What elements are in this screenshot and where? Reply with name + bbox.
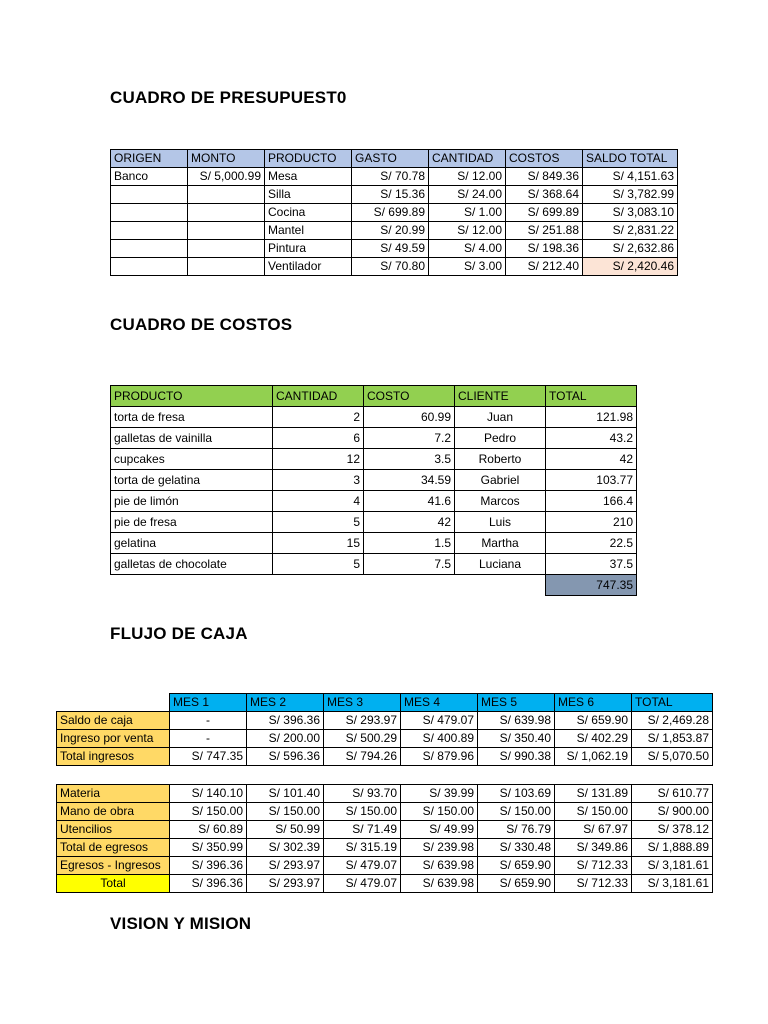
cliente-cell: Martha (455, 533, 546, 554)
presupuesto-title: CUADRO DE PRESUPUEST0 (110, 88, 347, 107)
value-cell: S/ 293.97 (324, 712, 401, 730)
value-cell: S/ 2,469.28 (632, 712, 713, 730)
total-cell: 43.2 (546, 428, 637, 449)
flujo-egresos-table (56, 784, 713, 893)
value-cell: S/ 330.48 (478, 839, 555, 857)
cantidad-cell: S/ 4.00 (429, 240, 506, 258)
total-cell: 103.77 (546, 470, 637, 491)
row-label: Mano de obra (57, 803, 170, 821)
costo-cell: 42 (364, 512, 455, 533)
value-cell: S/ 400.89 (401, 730, 478, 748)
value-cell: S/ 350.99 (170, 839, 247, 857)
flujo-title: FLUJO DE CAJA (110, 624, 248, 643)
table-row (57, 712, 713, 730)
gasto-cell: S/ 15.36 (352, 186, 429, 204)
value-cell: S/ 49.99 (401, 821, 478, 839)
costos-title: CUADRO DE COSTOS (110, 315, 293, 334)
cantidad-cell: S/ 24.00 (429, 186, 506, 204)
table-row (111, 168, 678, 186)
costos-table (110, 385, 637, 596)
header-producto: PRODUCTO (265, 150, 352, 168)
row-label: Materia (57, 785, 170, 803)
value-cell: S/ 794.26 (324, 748, 401, 766)
costos-cell: S/ 368.64 (506, 186, 583, 204)
table-row (111, 428, 637, 449)
row-label: Saldo de caja (57, 712, 170, 730)
value-cell: S/ 879.96 (401, 748, 478, 766)
gasto-cell: S/ 70.80 (352, 258, 429, 276)
value-cell: S/ 712.33 (555, 857, 632, 875)
value-cell: S/ 3,181.61 (632, 857, 713, 875)
value-cell: S/ 150.00 (324, 803, 401, 821)
value-cell: S/ 39.99 (401, 785, 478, 803)
table-row (111, 222, 678, 240)
row-label: Total de egresos (57, 839, 170, 857)
origen-cell (111, 222, 188, 240)
total-cell: 42 (546, 449, 637, 470)
value-cell: S/ 1,888.89 (632, 839, 713, 857)
header-mes-1: MES 1 (170, 694, 247, 712)
header-mes-3: MES 3 (324, 694, 401, 712)
value-cell: S/ 596.36 (247, 748, 324, 766)
header-monto: MONTO (188, 150, 265, 168)
value-cell: S/ 293.97 (247, 857, 324, 875)
monto-cell (188, 240, 265, 258)
header-mes-4: MES 4 (401, 694, 478, 712)
cliente-cell: Pedro (455, 428, 546, 449)
value-cell: S/ 71.49 (324, 821, 401, 839)
value-cell: S/ 659.90 (555, 712, 632, 730)
producto-cell: galletas de chocolate (111, 554, 273, 575)
grand-total-cell: 747.35 (546, 575, 637, 596)
cliente-cell: Luis (455, 512, 546, 533)
cantidad-cell: 5 (273, 512, 364, 533)
costo-cell: 41.6 (364, 491, 455, 512)
header-costo: COSTO (364, 386, 455, 407)
origen-cell (111, 204, 188, 222)
value-cell: S/ 150.00 (401, 803, 478, 821)
table-row (111, 449, 637, 470)
cantidad-cell: 6 (273, 428, 364, 449)
value-cell: S/ 639.98 (401, 857, 478, 875)
value-cell: S/ 93.70 (324, 785, 401, 803)
presupuesto-table (110, 149, 678, 276)
table-row (57, 803, 713, 821)
gasto-cell: S/ 699.89 (352, 204, 429, 222)
producto-cell: cupcakes (111, 449, 273, 470)
costos-cell: S/ 212.40 (506, 258, 583, 276)
cantidad-cell: S/ 1.00 (429, 204, 506, 222)
value-cell: S/ 396.36 (170, 857, 247, 875)
saldo-cell: S/ 3,083.10 (583, 204, 678, 222)
cantidad-cell: S/ 3.00 (429, 258, 506, 276)
costo-cell: 60.99 (364, 407, 455, 428)
table-row (111, 533, 637, 554)
value-cell: - (170, 712, 247, 730)
saldo-cell: S/ 4,151.63 (583, 168, 678, 186)
header-mes-6: MES 6 (555, 694, 632, 712)
value-cell: S/ 378.12 (632, 821, 713, 839)
header-total: TOTAL (546, 386, 637, 407)
total-cell: 121.98 (546, 407, 637, 428)
value-cell: S/ 1,853.87 (632, 730, 713, 748)
costos-cell: S/ 251.88 (506, 222, 583, 240)
flujo-ingresos-table (56, 693, 713, 766)
value-cell: S/ 747.35 (170, 748, 247, 766)
table-row (57, 839, 713, 857)
value-cell: - (170, 730, 247, 748)
table-row (111, 204, 678, 222)
cliente-cell: Roberto (455, 449, 546, 470)
producto-cell: Cocina (265, 204, 352, 222)
table-row (111, 186, 678, 204)
header-cantidad: CANTIDAD (429, 150, 506, 168)
value-cell: S/ 1,062.19 (555, 748, 632, 766)
costo-cell: 7.2 (364, 428, 455, 449)
table-row (57, 875, 713, 893)
header-costos: COSTOS (506, 150, 583, 168)
value-cell: S/ 150.00 (478, 803, 555, 821)
saldo-cell: S/ 3,782.99 (583, 186, 678, 204)
costos-cell: S/ 198.36 (506, 240, 583, 258)
value-cell: S/ 239.98 (401, 839, 478, 857)
origen-cell (111, 240, 188, 258)
costo-cell: 3.5 (364, 449, 455, 470)
value-cell: S/ 479.07 (324, 875, 401, 893)
producto-cell: torta de fresa (111, 407, 273, 428)
producto-cell: Mesa (265, 168, 352, 186)
total-cell: 37.5 (546, 554, 637, 575)
producto-cell: galletas de vainilla (111, 428, 273, 449)
gasto-cell: S/ 49.59 (352, 240, 429, 258)
header-mes-2: MES 2 (247, 694, 324, 712)
value-cell: S/ 315.19 (324, 839, 401, 857)
cantidad-cell: 15 (273, 533, 364, 554)
table-row (57, 730, 713, 748)
producto-cell: gelatina (111, 533, 273, 554)
value-cell: S/ 131.89 (555, 785, 632, 803)
cantidad-cell: 12 (273, 449, 364, 470)
value-cell: S/ 150.00 (555, 803, 632, 821)
costos-header-row (111, 386, 637, 407)
value-cell: S/ 101.40 (247, 785, 324, 803)
value-cell: S/ 349.86 (555, 839, 632, 857)
cantidad-cell: 5 (273, 554, 364, 575)
value-cell: S/ 350.40 (478, 730, 555, 748)
cantidad-cell: 4 (273, 491, 364, 512)
table-row (111, 258, 678, 276)
value-cell: S/ 659.90 (478, 857, 555, 875)
cliente-cell: Luciana (455, 554, 546, 575)
header-producto: PRODUCTO (111, 386, 273, 407)
origen-cell: Banco (111, 168, 188, 186)
cliente-cell: Marcos (455, 491, 546, 512)
cantidad-cell: S/ 12.00 (429, 168, 506, 186)
vision-title: VISION Y MISION (110, 914, 252, 933)
saldo-final-cell: S/ 2,420.46 (583, 258, 678, 276)
value-cell: S/ 712.33 (555, 875, 632, 893)
total-cell: 166.4 (546, 491, 637, 512)
header-total: TOTAL (632, 694, 713, 712)
table-row (111, 512, 637, 533)
monto-cell (188, 258, 265, 276)
table-row (111, 407, 637, 428)
saldo-cell: S/ 2,831.22 (583, 222, 678, 240)
producto-cell: pie de limón (111, 491, 273, 512)
value-cell: S/ 5,070.50 (632, 748, 713, 766)
header-cliente: CLIENTE (455, 386, 546, 407)
table-row (57, 821, 713, 839)
value-cell: S/ 900.00 (632, 803, 713, 821)
costo-cell: 1.5 (364, 533, 455, 554)
monto-cell (188, 204, 265, 222)
monto-cell (188, 186, 265, 204)
cliente-cell: Gabriel (455, 470, 546, 491)
value-cell: S/ 50.99 (247, 821, 324, 839)
table-row (57, 748, 713, 766)
cantidad-cell: 2 (273, 407, 364, 428)
row-label: Total ingresos (57, 748, 170, 766)
value-cell: S/ 610.77 (632, 785, 713, 803)
total-cell: 210 (546, 512, 637, 533)
value-cell: S/ 479.07 (324, 857, 401, 875)
gasto-cell: S/ 70.78 (352, 168, 429, 186)
saldo-cell: S/ 2,632.86 (583, 240, 678, 258)
cliente-cell: Juan (455, 407, 546, 428)
origen-cell (111, 258, 188, 276)
value-cell: S/ 150.00 (170, 803, 247, 821)
value-cell: S/ 659.90 (478, 875, 555, 893)
row-label: Egresos - Ingresos (57, 857, 170, 875)
monto-cell: S/ 5,000.99 (188, 168, 265, 186)
row-label-total: Total (57, 875, 170, 893)
table-row (111, 554, 637, 575)
gasto-cell: S/ 20.99 (352, 222, 429, 240)
origen-cell (111, 186, 188, 204)
header-origen: ORIGEN (111, 150, 188, 168)
value-cell: S/ 150.00 (247, 803, 324, 821)
value-cell: S/ 302.39 (247, 839, 324, 857)
cantidad-cell: S/ 12.00 (429, 222, 506, 240)
value-cell: S/ 639.98 (478, 712, 555, 730)
row-label: Ingreso por venta (57, 730, 170, 748)
table-row (111, 491, 637, 512)
value-cell: S/ 500.29 (324, 730, 401, 748)
header-cantidad: CANTIDAD (273, 386, 364, 407)
costo-cell: 34.59 (364, 470, 455, 491)
value-cell: S/ 67.97 (555, 821, 632, 839)
value-cell: S/ 76.79 (478, 821, 555, 839)
header-mes-5: MES 5 (478, 694, 555, 712)
value-cell: S/ 293.97 (247, 875, 324, 893)
producto-cell: Ventilador (265, 258, 352, 276)
producto-cell: Mantel (265, 222, 352, 240)
cantidad-cell: 3 (273, 470, 364, 491)
total-cell: 22.5 (546, 533, 637, 554)
producto-cell: Silla (265, 186, 352, 204)
table-row (57, 785, 713, 803)
costos-cell: S/ 849.36 (506, 168, 583, 186)
row-label: Utencilios (57, 821, 170, 839)
table-row (111, 470, 637, 491)
costos-cell: S/ 699.89 (506, 204, 583, 222)
value-cell: S/ 140.10 (170, 785, 247, 803)
value-cell: S/ 479.07 (401, 712, 478, 730)
value-cell: S/ 990.38 (478, 748, 555, 766)
producto-cell: torta de gelatina (111, 470, 273, 491)
producto-cell: Pintura (265, 240, 352, 258)
table-row (111, 240, 678, 258)
value-cell: S/ 3,181.61 (632, 875, 713, 893)
value-cell: S/ 396.36 (247, 712, 324, 730)
producto-cell: pie de fresa (111, 512, 273, 533)
value-cell: S/ 639.98 (401, 875, 478, 893)
flujo-header-row (57, 694, 713, 712)
costo-cell: 7.5 (364, 554, 455, 575)
monto-cell (188, 222, 265, 240)
header-gasto: GASTO (352, 150, 429, 168)
value-cell: S/ 402.29 (555, 730, 632, 748)
header-saldo-total: SALDO TOTAL (583, 150, 678, 168)
value-cell: S/ 60.89 (170, 821, 247, 839)
table-row (57, 857, 713, 875)
value-cell: S/ 200.00 (247, 730, 324, 748)
value-cell: S/ 396.36 (170, 875, 247, 893)
grand-total-row (111, 575, 637, 596)
presupuesto-header-row (111, 150, 678, 168)
value-cell: S/ 103.69 (478, 785, 555, 803)
